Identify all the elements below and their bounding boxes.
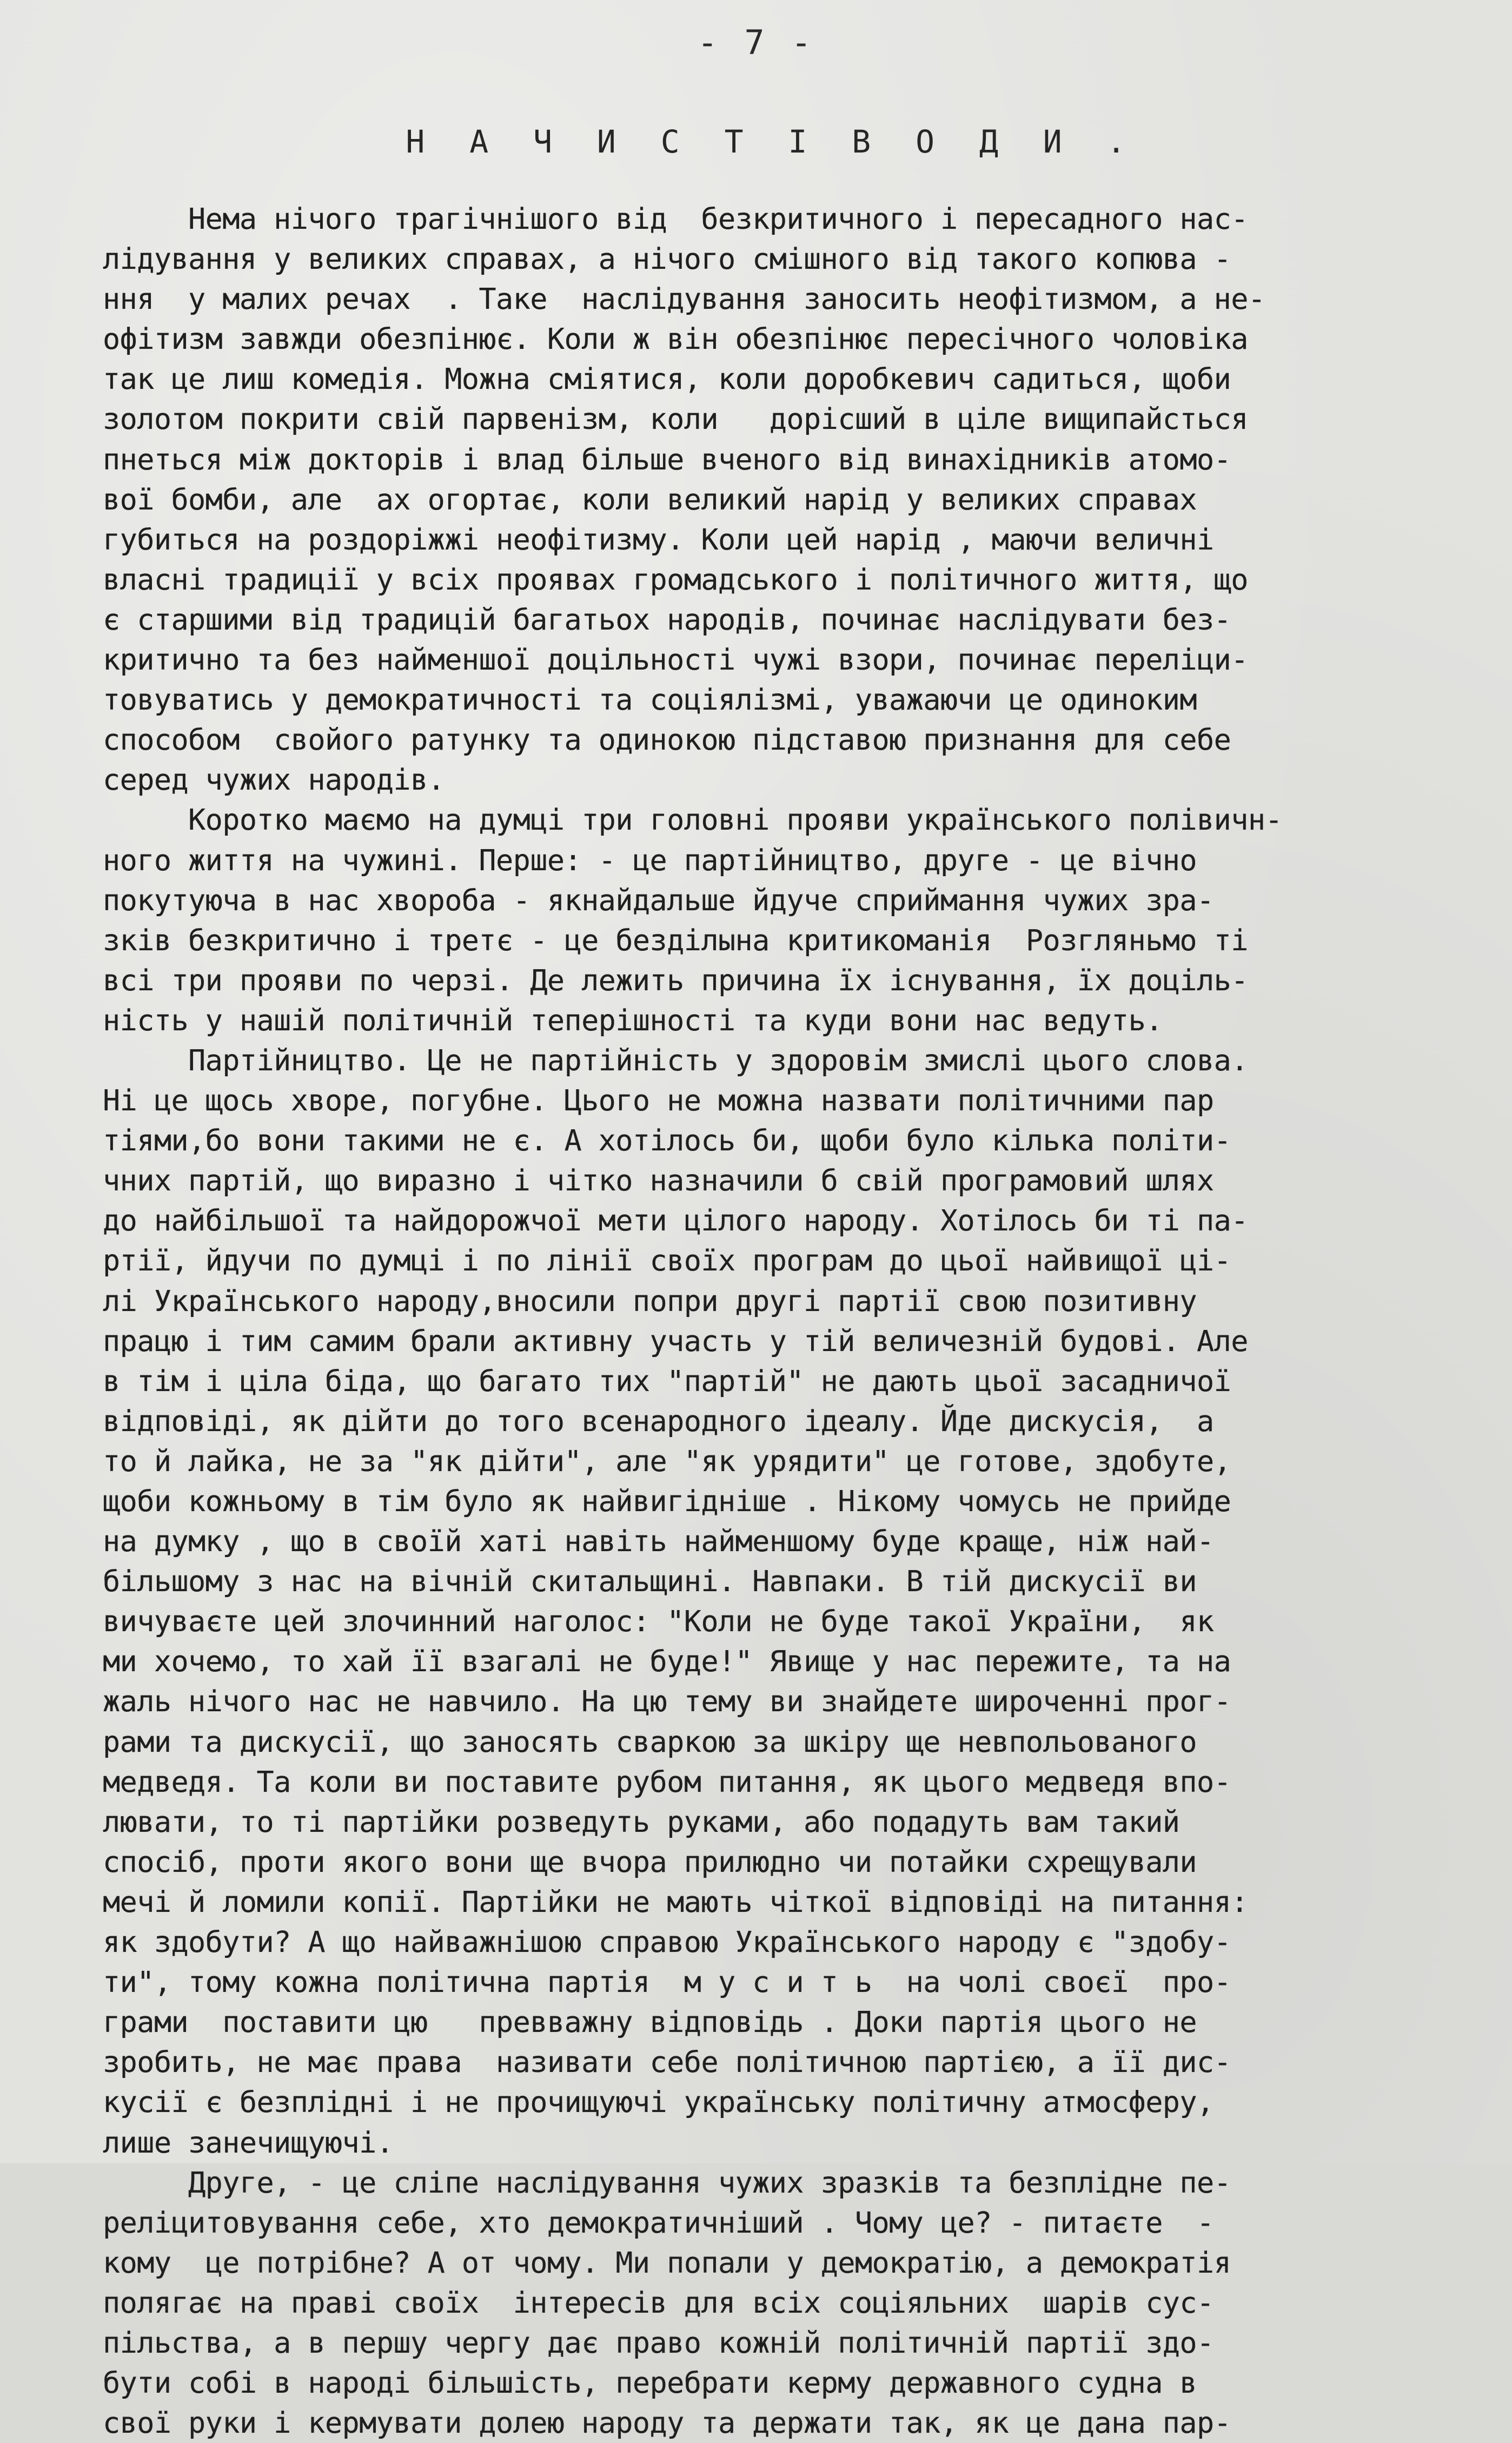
text-line: кусії є безплідні і не прочищуючі українську політичну атмосферу, <box>103 2085 1214 2120</box>
text-line: Ні це щось хворе, погубне. Цього не можна назвати політичними пар <box>103 1083 1214 1118</box>
text-line: грами поставити цю превважну відповідь . Доки партія цього не <box>103 2005 1197 2040</box>
text-line: так це лиш комедія. Можна сміятися, коли доробкевич садиться, щоби <box>103 362 1231 396</box>
document-title: Н А Ч И С Т І В О Д И . <box>406 123 1139 160</box>
text-line: рами та дискусії, що заносять сваркою за шкіру ще невпольованого <box>103 1724 1197 1759</box>
text-line: ти", тому кожна політична партія м у с и т ь на чолі своєї про- <box>103 1965 1231 2000</box>
text-line: серед чужих народів. <box>103 763 445 797</box>
text-line: всі три прояви по черзі. Де лежить причина їх існування, їх доціль- <box>103 963 1248 997</box>
text-line: є старшими від традицій багатьох народів, починає наслідувати без- <box>103 602 1231 637</box>
text-line: лідування у великих справах, а нічого смішного від такого копюва - <box>103 242 1231 276</box>
text-line: пнеться між докторів і влад більше вченого від винахідників атомо- <box>103 442 1231 476</box>
text-line: пільства, а в першу чергу дає право кожній політичній партії здо- <box>103 2325 1214 2360</box>
text-line: кому це потрібне? А от чому. Ми попали у демократію, а демократія <box>103 2245 1231 2280</box>
text-line: то й лайка, не за "як дійти", але "як урядити" це готове, здобуте, <box>103 1444 1231 1478</box>
text-line: Коротко маємо на думці три головні прояви українського полівичн- <box>103 803 1283 837</box>
text-line: мечі й ломили копії. Партійки не мають чіткої відповіді на питання: <box>103 1884 1248 1919</box>
text-line: бути собі в народі більшість, перебрати керму державного судна в <box>103 2366 1197 2400</box>
text-line: Партійництво. Це не партійність у здоровім змислі цього слова. <box>103 1043 1248 1077</box>
text-line: власні традиції у всіх проявах громадського і політичного життя, що <box>103 562 1248 597</box>
text-line: лише занечищуючі. <box>103 2125 394 2160</box>
text-line: ність у нашій політичній теперішності та куди вони нас ведуть. <box>103 1003 1163 1037</box>
text-line: на думку , що в своїй хаті навіть найменшому буде краще, ніж най- <box>103 1524 1214 1559</box>
text-line: до найбільшої та найдорожчої мети цілого народу. Хотілось би ті па- <box>103 1203 1248 1238</box>
body-text <box>103 199 1444 2443</box>
text-line: вичуваєте цей злочинний наголос: "Коли не буде такої України, як <box>103 1604 1214 1639</box>
text-line: свої руки і кермувати долею народу та держати так, як це дана пар- <box>103 2406 1231 2440</box>
text-line: в тім і ціла біда, що багато тих "партій" не дають цьої засадничої <box>103 1363 1231 1398</box>
text-line: товуватись у демократичності та соціялізмі, уважаючи це одиноким <box>103 683 1197 717</box>
text-line: працю і тим самим брали активну участь у тій величезній будові. Але <box>103 1323 1248 1358</box>
text-line: чних партій, що виразно і чітко назначили б свій програмовий шлях <box>103 1163 1214 1198</box>
text-line: щоби кожньому в тім було як найвигідніше . Нікому чомусь не прийде <box>103 1484 1231 1518</box>
text-line: ми хочемо, то хай її взагалі не буде!" Явище у нас пережите, та на <box>103 1644 1231 1679</box>
text-line: спосіб, проти якого вони ще вчора прилюдно чи потайки схрещували <box>103 1844 1197 1879</box>
text-line: більшому з нас на вічній скитальщині. Навпаки. В тій дискусії ви <box>103 1564 1197 1599</box>
text-line: ртії, йдучи по думці і по лінії своїх програм до цьої найвищої ці- <box>103 1243 1231 1278</box>
text-line: як здобути? А що найважнішою справою Українського народу є "здобу- <box>103 1925 1231 1959</box>
text-line: ння у малих речах . Таке наслідування заносить неофітизмом, а не- <box>103 282 1265 316</box>
text-line: реліцитовування себе, хто демократичніший . Чому це? - питаєте - <box>103 2205 1214 2240</box>
text-line: медведя. Та коли ви поставите рубом питання, як цього медведя впо- <box>103 1764 1231 1799</box>
text-line: критично та без найменшої доцільності чужі взори, починає переліци- <box>103 643 1248 677</box>
text-line: тіями,бо вони такими не є. А хотілось би, щоби було кілька політи- <box>103 1123 1231 1158</box>
text-line: ного життя на чужині. Перше: - це партійництво, друге - це вічно <box>103 843 1197 877</box>
page-number: - 7 - <box>697 23 815 62</box>
text-line: покутуюча в нас хвороба - якнайдальше йдуче сприймання чужих зра- <box>103 883 1214 917</box>
text-line: полягає на праві своїх інтересів для всіх соціяльних шарів сус- <box>103 2285 1214 2320</box>
text-line: способом свойого ратунку та одинокою підставою признання для себе <box>103 723 1231 757</box>
text-line: губиться на роздоріжжі неофітизму. Коли цей нарід , маючи величні <box>103 522 1214 557</box>
text-line: офітизм завжди обезпінює. Коли ж він обезпінює пересічного чоловіка <box>103 322 1248 356</box>
text-line: Нема нічого трагічнішого від безкритичного і пересадного нас- <box>103 202 1248 236</box>
text-line: жаль нічого нас не навчило. На цю тему ви знайдете широченні прог- <box>103 1684 1231 1719</box>
text-line: Друге, - це сліпе наслідування чужих зразків та безплідне пе- <box>103 2165 1231 2200</box>
text-line: зробить, не має права називати себе політичною партією, а її дис- <box>103 2045 1231 2080</box>
text-line: золотом покрити свій парвенізм, коли дорісший в ціле вищипайсться <box>103 402 1248 436</box>
text-line: відповіді, як дійти до того всенародного ідеалу. Йде дискусія, а <box>103 1403 1214 1438</box>
text-line: вої бомби, але ах огортає, коли великий нарід у великих справах <box>103 482 1197 517</box>
text-line: лювати, то ті партійки розведуть руками, або подадуть вам такий <box>103 1804 1180 1839</box>
text-line: лі Українського народу,вносили попри другі партії свою позитивну <box>103 1283 1197 1318</box>
text-line: зків безкритично і третє - це безділына критикоманія Розгляньмо ті <box>103 923 1248 957</box>
